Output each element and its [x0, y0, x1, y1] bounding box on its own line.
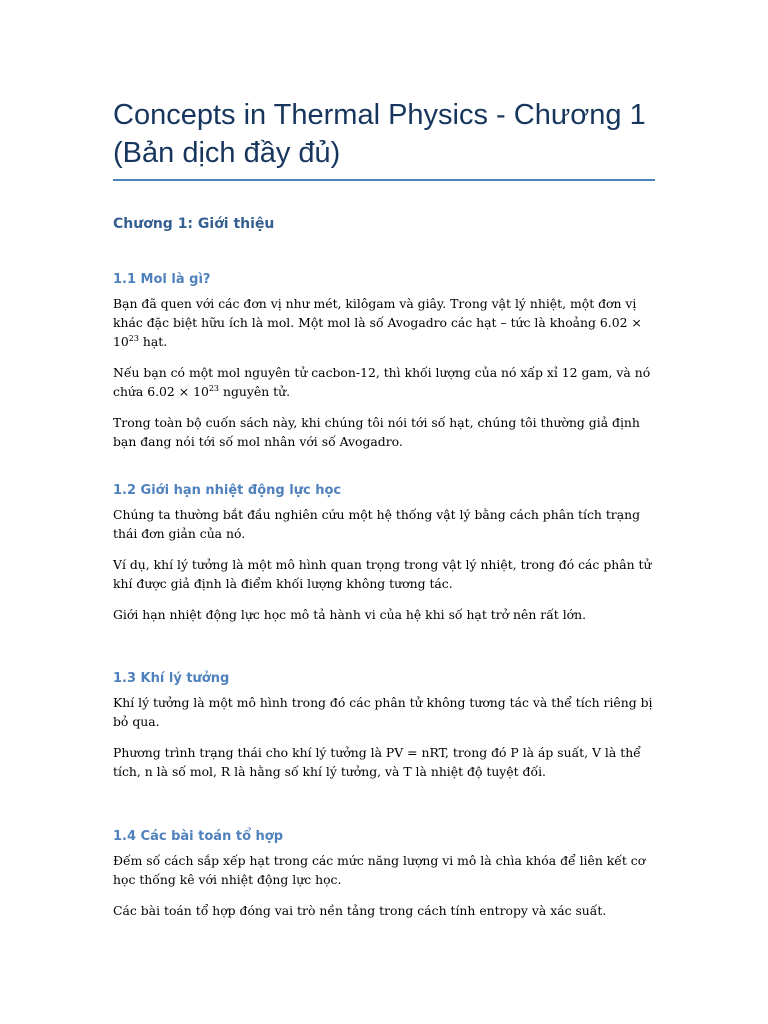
paragraph: Giới hạn nhiệt động lực học mô tả hành vi của hệ khi số hạt trở nên rất lớn.	[113, 607, 587, 622]
exponent: 23	[208, 383, 220, 393]
section-1-4	[113, 827, 655, 932]
paragraph: Khí lý tưởng là một mô hình trong đó các phân tử không tương tác và thể tích riêng bị bỏ qua.	[113, 695, 653, 729]
paragraph-text: nguyên tử.	[219, 384, 291, 399]
paragraph: Các bài toán tổ hợp đóng vai trò nền tảng trong cách tính entropy và xác suất.	[113, 903, 607, 918]
section-heading: 1.3 Khí lý tưởng	[113, 671, 230, 686]
title-divider	[113, 179, 655, 181]
paragraph-text: Nếu bạn có một mol nguyên tử cacbon-12, thì khối lượng của nó xấp xỉ 12 gam, và nó chứa 6.02 × 10	[113, 365, 651, 399]
paragraph: Đếm số cách sắp xếp hạt trong các mức năng lượng vi mô là chìa khóa để liên kết cơ học thống kê với nhiệt động lực học.	[113, 853, 646, 887]
paragraph: Ví dụ, khí lý tưởng là một mô hình quan trọng trong vật lý nhiệt, trong đó các phân tử khí được giả định là điểm khối lượng không tương tác.	[113, 557, 652, 591]
chapter-heading: Chương 1: Giới thiệu	[113, 216, 275, 232]
document-title-line-1: Concepts in Thermal Physics - Chương 1	[113, 99, 646, 131]
section-1-3	[113, 669, 655, 793]
paragraph	[113, 294, 655, 351]
document-title	[113, 96, 655, 172]
paragraph: Trong toàn bộ cuốn sách này, khi chúng tôi nói tới số hạt, chúng tôi thường giả định bạn đang nói tới số mol nhân với số Avogadro.	[113, 415, 640, 449]
exponent: 23	[128, 333, 139, 343]
section-1-1	[113, 270, 655, 463]
section-1-2	[113, 481, 655, 636]
section-heading: 1.1 Mol là gì?	[113, 272, 211, 287]
paragraph-text: hạt.	[138, 334, 168, 349]
section-heading: 1.4 Các bài toán tổ hợp	[113, 829, 284, 844]
paragraph: Chúng ta thường bắt đầu nghiên cứu một hệ thống vật lý bằng cách phân tích trạng thái đơn giản của nó.	[113, 507, 641, 541]
section-heading: 1.2 Giới hạn nhiệt động lực học	[113, 483, 342, 498]
paragraph-text: Bạn đã quen với các đơn vị như mét, kilôgam và giây. Trong vật lý nhiệt, một đơn vị khác đặc biệt hữu ích là mol. Một mol là số Avogadro các hạt – tức là khoảng 6.02 × 10	[113, 296, 642, 349]
paragraph	[113, 363, 655, 401]
document-title-line-2: (Bản dịch đầy đủ)	[113, 137, 341, 169]
paragraph: Phương trình trạng thái cho khí lý tưởng là PV = nRT, trong đó P là áp suất, V là thể tích, n là số mol, R là hằng số khí lý tưởng, và T là nhiệt độ tuyệt đối.	[113, 745, 641, 779]
